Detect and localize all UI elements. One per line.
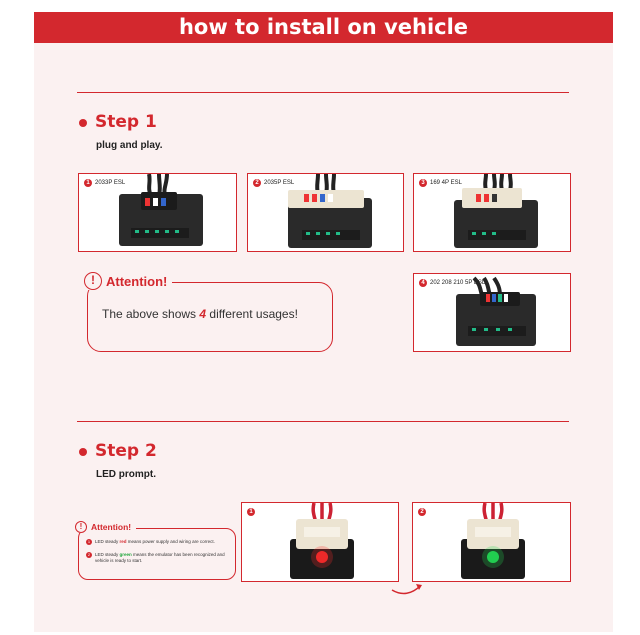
bullet-icon <box>79 448 87 456</box>
led-card-green <box>412 502 571 582</box>
arrow-icon <box>388 580 428 600</box>
card-label: 169 4P ESL <box>430 180 462 186</box>
usage-card-1 <box>78 173 237 252</box>
number-badge: 1 <box>247 508 255 516</box>
alert-icon: ! <box>75 521 87 533</box>
emulator-led-green-photo <box>413 503 571 582</box>
usage-card-2 <box>247 173 404 252</box>
attention-title: Attention! <box>106 273 168 289</box>
number-badge: 4 <box>419 279 427 287</box>
attention-header <box>84 272 172 290</box>
alert-icon: ! <box>84 272 102 290</box>
number-badge: 2 <box>87 552 91 557</box>
emulator-led-red-photo <box>242 503 399 582</box>
number-badge: 2 <box>253 179 261 187</box>
number-badge: 2 <box>418 508 426 516</box>
step2-title: Step 2 <box>95 441 157 461</box>
page-title-banner: how to install on vehicle <box>34 12 613 43</box>
number-badge: 3 <box>419 179 427 187</box>
usage-card-3 <box>413 173 571 252</box>
divider-step1 <box>77 92 569 93</box>
usage-count: 4 <box>199 307 207 321</box>
card-label: 2033P ESL <box>95 180 126 186</box>
led-card-red <box>241 502 399 582</box>
divider-step2 <box>77 421 569 422</box>
attention-header <box>75 521 136 533</box>
card-label: 2035P ESL <box>264 180 295 186</box>
number-badge: 1 <box>84 179 92 187</box>
card-label: 202 208 210 5P ESL <box>430 280 486 286</box>
usage-card-4 <box>413 273 571 352</box>
led-note-2: 2 LED steady green means the emulator has been recognized and vehicle is ready to start. <box>87 552 225 563</box>
led-note-1: 1 LED steady red means power supply and wiring are correct. <box>87 539 215 544</box>
number-badge: 1 <box>87 539 91 544</box>
step2-subtitle: LED prompt. <box>96 469 156 480</box>
attention-text: The above shows 4 different usages! <box>102 307 298 321</box>
attention-title: Attention! <box>91 522 132 532</box>
bullet-icon <box>79 119 87 127</box>
step1-title: Step 1 <box>95 112 157 132</box>
step1-subtitle: plug and play. <box>96 140 163 151</box>
